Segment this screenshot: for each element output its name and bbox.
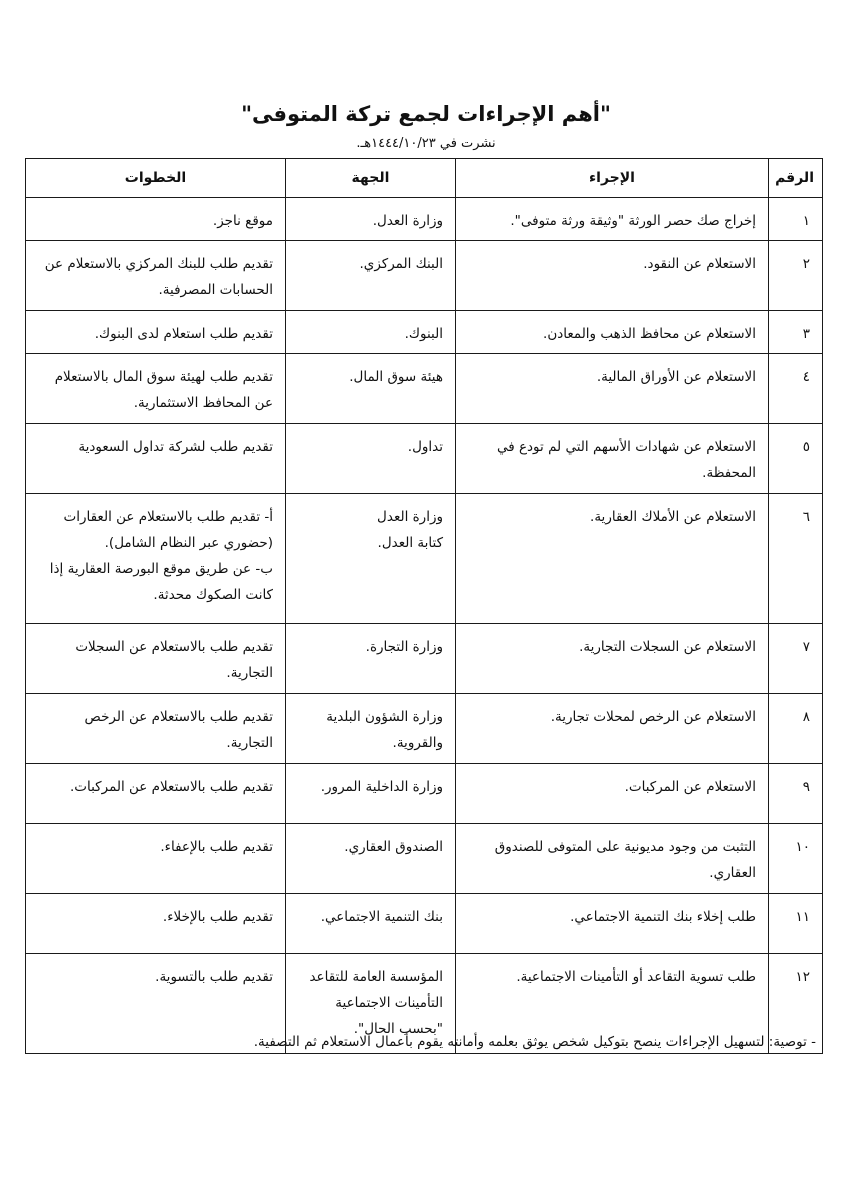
- row-steps: تقديم طلب للبنك المركزي بالاستعلام عن الحسابات المصرفية.: [26, 241, 286, 311]
- table-row: [26, 764, 823, 824]
- row-number: ١١: [769, 894, 823, 954]
- row-procedure: الاستعلام عن السجلات التجارية.: [456, 624, 769, 694]
- table-header-row: [26, 159, 823, 198]
- row-steps: أ- تقديم طلب بالاستعلام عن العقارات (حضوري عبر النظام الشامل). ب- عن طريق موقع البورصة العقارية إذا كانت الصكوك محدثة.: [26, 494, 286, 624]
- row-agency: هيئة سوق المال.: [286, 354, 456, 424]
- row-procedure: الاستعلام عن الأملاك العقارية.: [456, 494, 769, 624]
- row-agency: تداول.: [286, 424, 456, 494]
- row-number: ٨: [769, 694, 823, 764]
- table-row: [26, 494, 823, 624]
- header-number: الرقم: [769, 159, 823, 198]
- row-steps: تقديم طلب بالاستعلام عن المركبات.: [26, 764, 286, 824]
- row-procedure: طلب تسوية التقاعد أو التأمينات الاجتماعية.: [456, 954, 769, 1054]
- row-procedure: الاستعلام عن المركبات.: [456, 764, 769, 824]
- row-procedure: طلب إخلاء بنك التنمية الاجتماعي.: [456, 894, 769, 954]
- row-procedure: الاستعلام عن محافظ الذهب والمعادن.: [456, 311, 769, 354]
- row-agency: البنوك.: [286, 311, 456, 354]
- table-row: [26, 311, 823, 354]
- row-number: ٣: [769, 311, 823, 354]
- row-number: ٦: [769, 494, 823, 624]
- recommendation-note: - توصية: لتسهيل الإجراءات ينصح بتوكيل شخص يوثق بعلمه وأمانته يقوم بأعمال الاستعلام ثم التصفية.: [253, 1034, 816, 1050]
- row-agency: المؤسسة العامة للتقاعد التأمينات الاجتماعية "بحسب الحال".: [286, 954, 456, 1054]
- procedures-table: [25, 158, 823, 1054]
- header-steps: الخطوات: [26, 159, 286, 198]
- row-agency: وزارة العدل.: [286, 198, 456, 241]
- row-agency: وزارة الشؤون البلدية والقروية.: [286, 694, 456, 764]
- table-row: [26, 824, 823, 894]
- row-number: ١: [769, 198, 823, 241]
- row-steps: تقديم طلب بالإخلاء.: [26, 894, 286, 954]
- table-row: [26, 624, 823, 694]
- row-agency: وزارة التجارة.: [286, 624, 456, 694]
- row-number: ١٠: [769, 824, 823, 894]
- table-row: [26, 354, 823, 424]
- row-procedure: الاستعلام عن النقود.: [456, 241, 769, 311]
- table-row: [26, 424, 823, 494]
- publish-date: نشرت في ١٤٤٤/١٠/٢٣هـ.: [356, 136, 496, 151]
- row-steps: تقديم طلب بالإعفاء.: [26, 824, 286, 894]
- table-row: [26, 694, 823, 764]
- header-agency: الجهة: [286, 159, 456, 198]
- row-procedure: الاستعلام عن شهادات الأسهم التي لم تودع في المحفظة.: [456, 424, 769, 494]
- row-steps: تقديم طلب استعلام لدى البنوك.: [26, 311, 286, 354]
- row-agency: البنك المركزي.: [286, 241, 456, 311]
- table-row: [26, 241, 823, 311]
- row-number: ٩: [769, 764, 823, 824]
- row-agency: بنك التنمية الاجتماعي.: [286, 894, 456, 954]
- row-steps: تقديم طلب بالاستعلام عن السجلات التجارية.: [26, 624, 286, 694]
- row-agency: الصندوق العقاري.: [286, 824, 456, 894]
- row-number: ١٢: [769, 954, 823, 1054]
- row-procedure: إخراج صك حصر الورثة "وثيقة ورثة متوفى".: [456, 198, 769, 241]
- row-steps: موقع ناجز.: [26, 198, 286, 241]
- row-steps: تقديم طلب بالاستعلام عن الرخص التجارية.: [26, 694, 286, 764]
- row-number: ٤: [769, 354, 823, 424]
- row-procedure: التثبت من وجود مديونية على المتوفى للصندوق العقاري.: [456, 824, 769, 894]
- row-agency: وزارة الداخلية المرور.: [286, 764, 456, 824]
- row-number: ٥: [769, 424, 823, 494]
- row-procedure: الاستعلام عن الرخص لمحلات تجارية.: [456, 694, 769, 764]
- row-procedure: الاستعلام عن الأوراق المالية.: [456, 354, 769, 424]
- row-steps: تقديم طلب لهيئة سوق المال بالاستعلام عن المحافظ الاستثمارية.: [26, 354, 286, 424]
- table-row: [26, 894, 823, 954]
- table-row: [26, 198, 823, 241]
- row-number: ٧: [769, 624, 823, 694]
- row-number: ٢: [769, 241, 823, 311]
- row-steps: تقديم طلب لشركة تداول السعودية: [26, 424, 286, 494]
- document-title: "أهم الإجراءات لجمع تركة المتوفى": [241, 102, 611, 126]
- row-steps: تقديم طلب بالتسوية.: [26, 954, 286, 1054]
- header-procedure: الإجراء: [456, 159, 769, 198]
- row-agency: وزارة العدل كتابة العدل.: [286, 494, 456, 624]
